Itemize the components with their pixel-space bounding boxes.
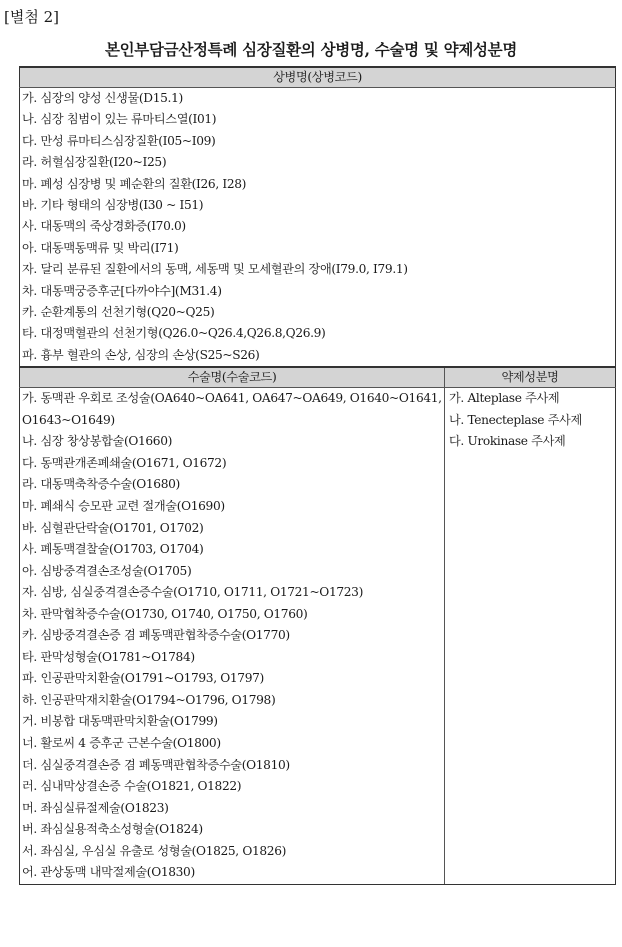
drug-item: 가. Alteplase 주사제 (449, 391, 560, 406)
procedure-item: 러. 심내막상결손증 수술(O1821, O1822) (22, 779, 242, 794)
procedure-item: 라. 대동맥축착증수술(O1680) (22, 477, 180, 492)
procedure-item: 바. 심혈관단락술(O1701, O1702) (22, 520, 204, 535)
procedure-item: 하. 인공판막재치환술(O1794~O1796, O1798) (22, 692, 276, 707)
disease-row: 나. 심장 침범이 있는 류마티스열(I01) (20, 109, 616, 130)
procedure-item: 버. 좌심실용적축소성형술(O1824) (22, 822, 203, 837)
procedure-item: 사. 폐동맥결찰술(O1703, O1704) (22, 542, 204, 557)
procedure-item: 더. 심실중격결손증 겸 폐동맥판협착증수술(O1810) (22, 757, 290, 772)
procedure-list (20, 388, 445, 885)
procedure-item: 서. 좌심실, 우심실 유출로 성형술(O1825, O1826) (22, 843, 287, 858)
document-title: 본인부담금산정특례 심장질환의 상병명, 수술명 및 약제성분명 (104, 40, 518, 59)
procedure-item: 마. 폐쇄식 승모판 교련 절개술(O1690) (22, 499, 225, 514)
procedure-item: 다. 동맥관개존폐쇄술(O1671, O1672) (22, 455, 227, 470)
disease-row: 타. 대정맥혈관의 선천기형(Q26.0~Q26.4,Q26.8,Q26.9) (20, 323, 616, 344)
procedure-item: 타. 판막성형술(O1781~O1784) (22, 649, 195, 664)
disease-row: 자. 달리 분류된 질환에서의 동맥, 세동맥 및 모세혈관의 장애(I79.0, I79.1) (20, 259, 616, 280)
procedure-item: 카. 심방중격결손증 겸 폐동맥판협착증수술(O1770) (22, 628, 290, 643)
disease-row: 파. 흉부 혈관의 손상, 심장의 손상(S25~S26) (20, 345, 616, 367)
procedure-item: 머. 좌심실류절제술(O1823) (22, 800, 169, 815)
drug-header: 약제성분명 (445, 367, 616, 388)
disease-row: 마. 폐성 심장병 및 폐순환의 질환(I26, I28) (20, 174, 616, 195)
procedure-header: 수술명(수술코드) (20, 367, 445, 388)
disease-row: 가. 심장의 양성 신생물(D15.1) (20, 88, 616, 110)
procedure-item: 자. 심방, 심실중격결손증수술(O1710, O1711, O1721~O1723) (22, 585, 363, 600)
disease-row: 카. 순환계통의 선천기형(Q20~Q25) (20, 302, 616, 323)
procedure-item: 거. 비봉합 대동맥판막치환술(O1799) (22, 714, 218, 729)
procedure-item: 나. 심장 창상봉합술(O1660) (22, 434, 173, 449)
attachment-label: [별첨 2] (4, 8, 59, 26)
procedure-item: 아. 심방중격결손조성술(O1705) (22, 563, 192, 578)
drug-item: 다. Urokinase 주사제 (449, 434, 566, 449)
procedure-item: 너. 활로씨 4 증후군 근본수술(O1800) (22, 736, 221, 751)
procedure-item: 파. 인공판막치환술(O1791~O1793, O1797) (22, 671, 264, 686)
drug-item: 나. Tenecteplase 주사제 (449, 412, 582, 427)
procedure-item: 어. 관상동맥 내막절제술(O1830) (22, 865, 195, 880)
disease-row: 다. 만성 류마티스심장질환(I05~I09) (20, 131, 616, 152)
disease-row: 아. 대동맥동맥류 및 박리(I71) (20, 238, 616, 259)
heart-disease-table (19, 66, 616, 885)
procedure-item: O1643~O1649) (22, 412, 115, 427)
disease-row: 차. 대동맥궁증후군[다까야수](M31.4) (20, 281, 616, 302)
disease-row: 라. 허혈심장질환(I20~I25) (20, 152, 616, 173)
disease-row: 바. 기타 형태의 심장병(I30 ~ I51) (20, 195, 616, 216)
disease-row: 사. 대동맥의 죽상경화증(I70.0) (20, 216, 616, 237)
procedure-item: 가. 동맥관 우회로 조성술(OA640~OA641, OA647~OA649, O1640~O1641, (22, 391, 442, 406)
procedure-item: 차. 판막협착증수술(O1730, O1740, O1750, O1760) (22, 606, 308, 621)
disease-header: 상병명(상병코드) (20, 67, 616, 88)
drug-list (445, 388, 616, 885)
